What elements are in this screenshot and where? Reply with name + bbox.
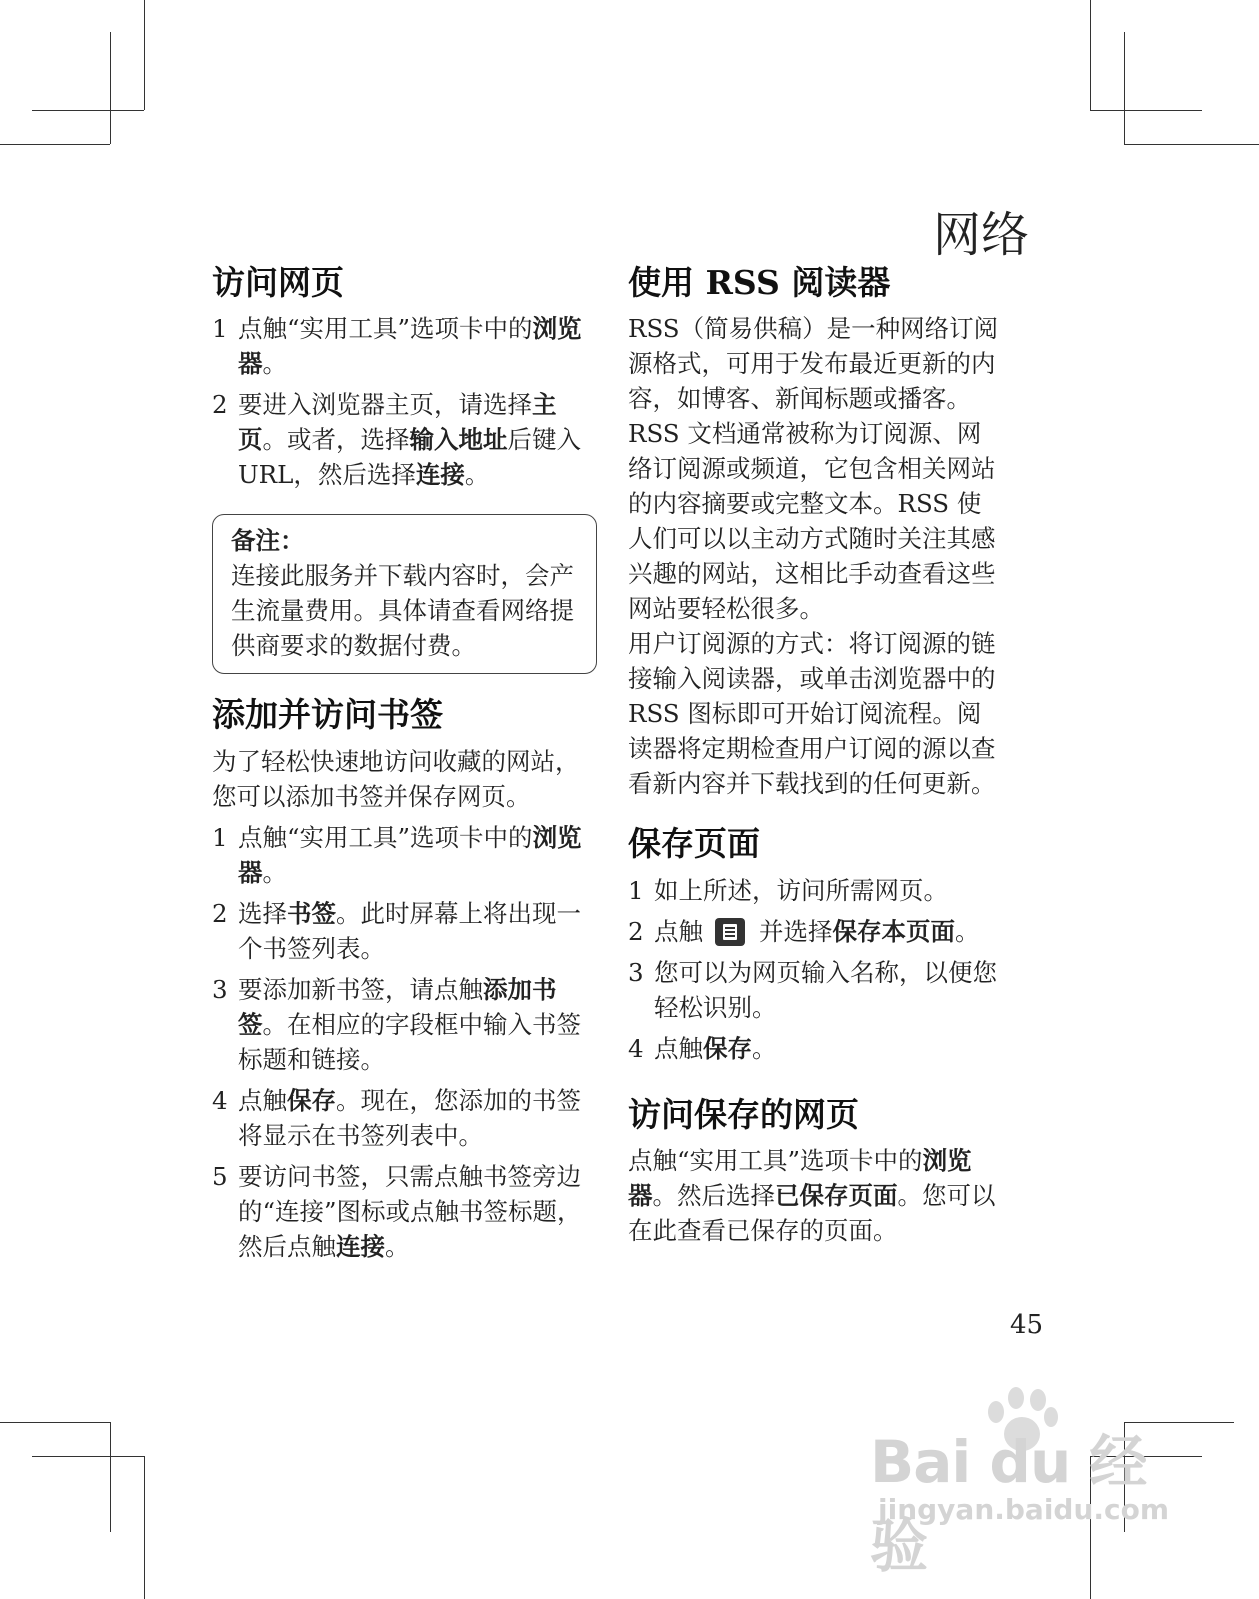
crop-mark [1124, 32, 1125, 144]
list-item: 2 选择书签。此时屏幕上将出现一个书签列表。 [212, 898, 581, 963]
section-title: 网络 [932, 207, 1029, 263]
bookmarks-steps [212, 820, 597, 1264]
right-column [628, 262, 1003, 1248]
crop-mark [0, 144, 110, 145]
menu-key-icon [715, 918, 745, 946]
crop-mark [32, 1456, 144, 1457]
list-item: 3 要添加新书签，请点触添加书签。在相应的字段框中输入书签标题和链接。 [212, 974, 581, 1074]
crop-mark [1090, 110, 1202, 111]
note-text: 连接此服务并下载内容时，会产生流量费用。具体请查看网络提供商要求的数据付费。 [231, 561, 574, 661]
crop-mark [110, 32, 111, 144]
heading-visit-saved-pages: 访问保存的网页 [628, 1094, 859, 1134]
crop-mark [1124, 144, 1259, 145]
note-box [212, 514, 597, 674]
list-item: 1 点触“实用工具”选项卡中的浏览器。 [212, 822, 582, 887]
bookmarks-intro: 为了轻松快速地访问收藏的网站，您可以添加书签并保存网页。 [212, 746, 580, 811]
list-item: 5 要访问书签，只需点触书签旁边的“连接”图标或点触书签标题，然后点触连接。 [212, 1161, 582, 1261]
crop-mark [110, 1422, 111, 1532]
list-item: 1 如上所述，访问所需网页。 [628, 875, 948, 905]
note-title: 备注： [231, 526, 305, 556]
list-item: 2 点触 并选择保存本页面。 [628, 916, 980, 946]
baidu-jingyan-watermark [870, 1385, 1190, 1580]
heading-visit-webpage: 访问网页 [212, 263, 344, 302]
watermark-logo: Bai du 经验 [870, 1428, 1147, 1580]
saved-pages-text: 点触“实用工具”选项卡中的浏览器。然后选择已保存页面。您可以在此查看已保存的页面。 [628, 1145, 996, 1245]
crop-mark [144, 1456, 145, 1599]
crop-mark [144, 0, 145, 110]
left-column [212, 262, 597, 1270]
save-page-steps [628, 873, 1003, 1066]
crop-mark [1090, 0, 1091, 110]
list-item: 4 点触保存。现在，您添加的书签将显示在书签列表中。 [212, 1085, 581, 1150]
list-item: 1 点触“实用工具”选项卡中的浏览器。 [212, 314, 582, 379]
rss-paragraph-2: 用户订阅源的方式：将订阅源的链接输入阅读器，或单击浏览器中的 RSS 图标即可开始订阅流程。阅读器将定期检查用户订阅的源以查看新内容并下载找到的任何更新。 [628, 629, 996, 799]
crop-mark [0, 1422, 110, 1423]
watermark-site: jingyan.baidu.com [878, 1493, 1170, 1526]
crop-mark [32, 110, 144, 111]
list-item: 3 您可以为网页输入名称，以便您轻松识别。 [628, 957, 997, 1022]
heading-rss-reader: 使用 RSS 阅读器 [628, 263, 891, 302]
heading-save-page: 保存页面 [628, 824, 760, 864]
list-item: 4 点触保存。 [628, 1033, 777, 1063]
list-item: 2 要进入浏览器主页，请选择主页。或者，选择输入地址后键入 URL，然后选择连接。 [212, 390, 581, 490]
visit-webpage-steps [212, 311, 597, 492]
page-number: 45 [1010, 1310, 1044, 1340]
rss-paragraph-1: RSS（简易供稿）是一种网络订阅源格式，可用于发布最近更新的内容，如博客、新闻标题或播客。RSS 文档通常被称为订阅源、网络订阅源或频道，它包含相关网站的内容摘要或完整文本。RSS 使人们可以以主动方式随时关注其感兴趣的网站，这相比手动查看这些网站要轻松很多。 [628, 314, 999, 624]
heading-bookmarks: 添加并访问书签 [212, 695, 443, 735]
